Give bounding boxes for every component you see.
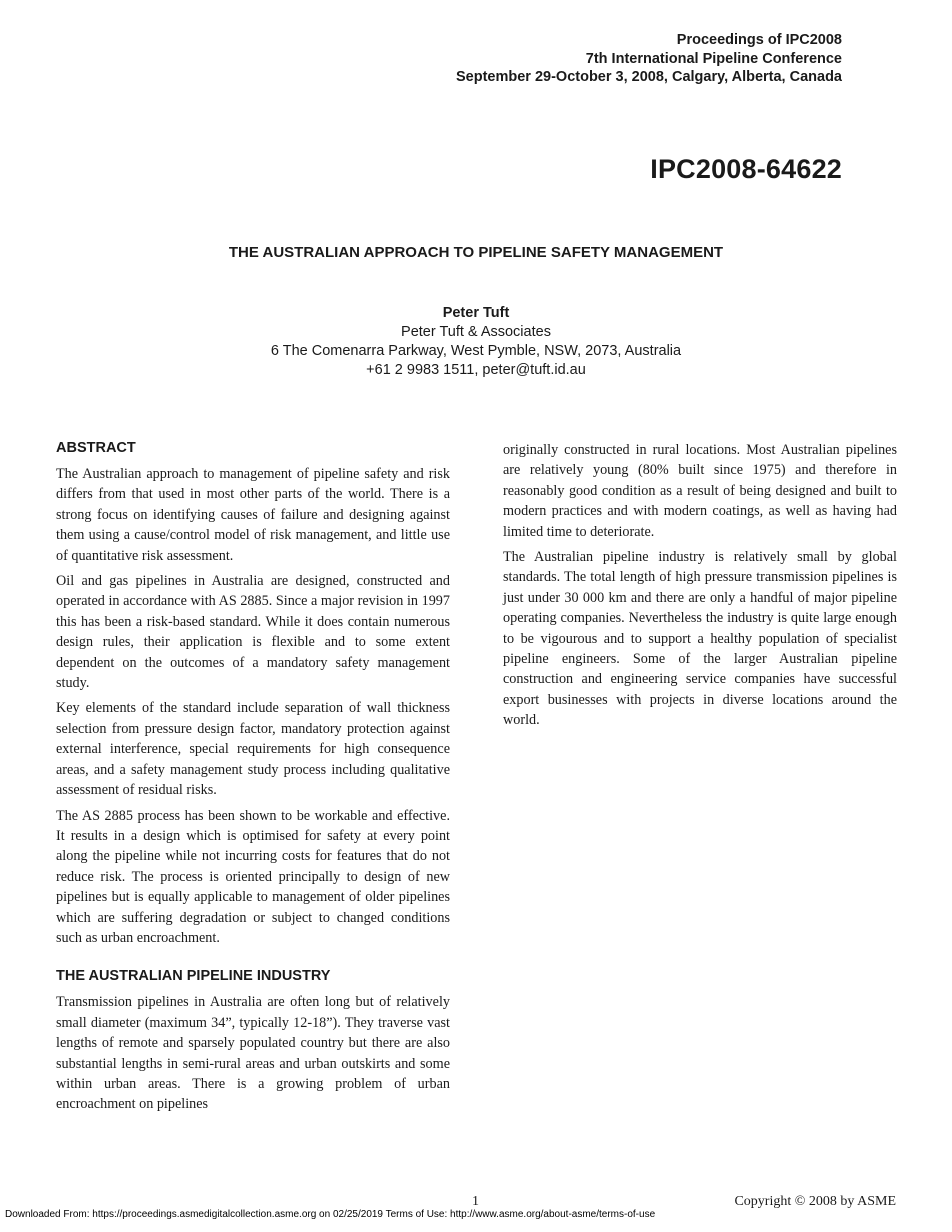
author-affiliation: Peter Tuft & Associates (401, 324, 551, 340)
abstract-paragraph-1: The Australian approach to management of pipeline safety and risk differs from that used in most other parts of the world. There is a strong focus on identifying causes of failure and designing against them using a cause/control model of risk management, and little use of quantitative risk assessment. (56, 466, 450, 564)
industry-heading: THE AUSTRALIAN PIPELINE INDUSTRY (56, 968, 331, 985)
download-notice: Downloaded From: https://proceedings.asmedigitalcollection.asme.org on 02/25/2019 Terms of Use: http://www.asme.org/about-asme/terms-of-use (5, 1209, 656, 1220)
abstract-heading: ABSTRACT (56, 440, 136, 456)
proceedings-title: Proceedings of IPC2008 (676, 32, 842, 48)
author-name: Peter Tuft (442, 305, 510, 321)
page-number: 1 (472, 1194, 479, 1209)
industry-paragraph-1-continued: originally constructed in rural locations. Most Australian pipelines are relatively young (80% built since 1975) and therefore in reasonably good condition as a result of being designed and built to modern practices and with modern coatings, as well as having had limited time to deteriorate. (503, 442, 897, 540)
proceedings-header (456, 31, 842, 87)
copyright-notice: Copyright © 2008 by ASME (734, 1194, 896, 1209)
conference-name: 7th International Pipeline Conference (585, 50, 842, 67)
abstract-paragraph-4: The AS 2885 process has been shown to be workable and effective. It results in a design which is optimised for safety at every point along the pipeline while not incurring costs for features that do not reduce risk. The process is oriented principally to design of new pipelines but is equally applicable to management of older pipelines which are suffering degradation or subject to changed conditions such as urban encroachment. (56, 807, 450, 946)
abstract-paragraph-3: Key elements of the standard include separation of wall thickness selection from pressure design factor, mandatory protection against external interference, special requirements for high consequence areas, and a safety management study process including qualitative assessment of residual risks. (56, 700, 450, 799)
left-column (56, 438, 450, 1120)
right-column (503, 440, 897, 736)
paper-title: THE AUSTRALIAN APPROACH TO PIPELINE SAFETY MANAGEMENT (228, 244, 724, 261)
conference-dates: September 29-October 3, 2008, Calgary, Alberta, Canada (455, 69, 842, 85)
author-contact: +61 2 9983 1511, peter@tuft.id.au (366, 362, 586, 378)
industry-paragraph-1: Transmission pipelines in Australia are often long but of relatively small diameter (maximum 34”, typically 12-18”). They traverse vast lengths of remote and sparsely populated country but there are also substantial lengths in semi-rural areas and urban outskirts and some within urban areas. There is a growing problem of urban encroachment on pipelines (56, 994, 450, 1113)
abstract-paragraph-2: Oil and gas pipelines in Australia are designed, constructed and operated in accordance with AS 2885. Since a major revision in 1997 this has been a risk-based standard. While it does contain numerous design rules, their application is flexible and to some extent dependent on the outcomes of a mandatory safety management study. (56, 573, 450, 692)
paper-id: IPC2008-64622 (650, 154, 842, 184)
industry-paragraph-2: The Australian pipeline industry is relatively small by global standards. The total length of high pressure transmission pipelines is just under 30 000 km and there are only a handful of major pipeline operating companies. Nevertheless the industry is quite large enough to be vigourous and to support a healthy population of specialist pipeline engineers. Some of the larger Australian pipeline construction and engineering service companies have successful export businesses with projects in diverse locations around the world. (503, 549, 897, 729)
author-block (0, 304, 952, 380)
author-address: 6 The Comenarra Parkway, West Pymble, NSW, 2073, Australia (270, 343, 682, 359)
